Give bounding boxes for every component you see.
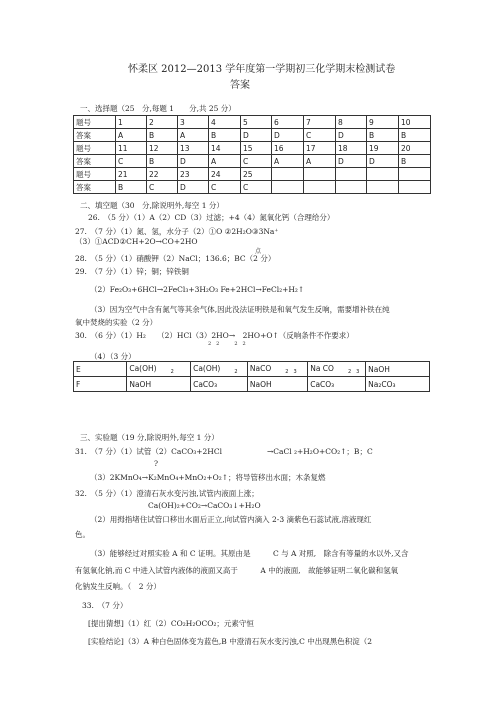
answer-cell bbox=[399, 181, 431, 194]
q30-part4: （4）（3 分） bbox=[90, 352, 136, 361]
q26-answer: 26. （5 分）（1）A（2）CD（3）过滤；+4（4）氮氧化钙（合理给分） bbox=[88, 213, 335, 222]
section1-heading: 一、选择题（25 分,每题 1 分,共 25 分） bbox=[80, 104, 236, 113]
substance-cell bbox=[191, 377, 248, 392]
substance-formula: NaOH bbox=[129, 379, 152, 389]
q32-answer-3-end: 化钠发生反响。（ 2 分） bbox=[75, 582, 161, 591]
answer-cell: B bbox=[147, 155, 178, 168]
answer-cell: 4 bbox=[209, 116, 241, 129]
q32-equation: Ca(OH)₂+CO₂→CaCO₃↓+H₂O bbox=[148, 501, 261, 510]
answer-cell: 1 bbox=[116, 116, 147, 129]
substance-formula: Na₂CO₃ bbox=[368, 379, 396, 389]
answer-cell: B bbox=[209, 129, 241, 142]
answer-cell: 2 bbox=[147, 116, 178, 129]
answer-cell: D bbox=[336, 129, 367, 142]
substance-formula: NaOH bbox=[249, 379, 272, 389]
answer-cell: 25 bbox=[241, 168, 272, 181]
row-header-cell: 题号 bbox=[74, 168, 116, 181]
substance-row bbox=[74, 377, 430, 392]
answer-cell: 3 bbox=[178, 116, 209, 129]
substance-cell bbox=[366, 377, 430, 392]
answer-cell bbox=[336, 181, 367, 194]
substance-cell bbox=[308, 377, 366, 392]
answer-cell: C bbox=[116, 155, 147, 168]
answer-cell bbox=[272, 181, 304, 194]
answer-cell: B bbox=[399, 129, 431, 142]
q33-hypothesis: [提出猜想]（1）红（2）CO₂H₂OCO₂；元素守恒 bbox=[88, 619, 254, 628]
answer-cell: 24 bbox=[209, 168, 241, 181]
answer-cell: A bbox=[304, 155, 336, 168]
q29-answer: 29. （7 分）（1）锌；铜；锌铁铜 bbox=[75, 267, 189, 276]
q32-answer-2: （2）用拇指堵住试管口移出水面后正立,向试管内滴入 2-3 滴紫色石蕊试液,溶液现红 bbox=[90, 515, 372, 524]
answer-cell: 17 bbox=[304, 142, 336, 155]
answer-cell: 9 bbox=[367, 116, 399, 129]
answer-cell: D bbox=[272, 129, 304, 142]
answer-grid-row bbox=[74, 181, 431, 194]
q28-answer: 28. （5 分）（1）硝酸钾（2）NaCl；136.6；BC（2 分） bbox=[75, 254, 276, 263]
answer-cell: D bbox=[336, 155, 367, 168]
q31-answer: 31. （7 分）（1）试管（2）CaCO₃+2HCl →CaCl ₂+H₂O+CO₂↑；B；C bbox=[75, 447, 373, 456]
answer-grid-row bbox=[74, 116, 431, 129]
exam-subtitle: 答案 bbox=[230, 80, 250, 91]
subscript-digits: 2 bbox=[170, 368, 174, 375]
q27-condition: 点 bbox=[255, 248, 262, 255]
substance-cell bbox=[247, 377, 307, 392]
answer-cell: D bbox=[367, 155, 399, 168]
answer-cell: 14 bbox=[209, 142, 241, 155]
answer-cell: 20 bbox=[399, 142, 431, 155]
answer-cell: C bbox=[241, 181, 272, 194]
substance-row bbox=[74, 362, 430, 377]
substance-label-cell bbox=[74, 377, 127, 392]
answer-cell: 21 bbox=[116, 168, 147, 181]
section2-heading: 二、填空题（30 分,除说明外,每空 1 分） bbox=[80, 201, 224, 210]
answer-grid-row bbox=[74, 155, 431, 168]
subscript-digits: 2 3 bbox=[347, 368, 360, 375]
answer-cell: A bbox=[272, 155, 304, 168]
substance-cell bbox=[191, 362, 248, 377]
substance-table bbox=[73, 361, 430, 392]
answer-cell: D bbox=[178, 181, 209, 194]
answer-cell bbox=[367, 168, 399, 181]
answer-grid-row bbox=[74, 129, 431, 142]
q33-answer: 33. （7 分） bbox=[82, 601, 128, 610]
substance-formula: F bbox=[76, 379, 81, 389]
answer-cell: 7 bbox=[304, 116, 336, 129]
answer-cell: C bbox=[304, 129, 336, 142]
q27-answer-3: （3）①ACD②CH+2O→CO+2HO bbox=[75, 237, 198, 246]
substance-cell bbox=[127, 377, 191, 392]
q29-answer-3: （3）因为空气中含有氮气等其余气体,因此没法证明铁是和氧气发生反响，需要增补铁在纯 bbox=[90, 305, 390, 314]
q31-answer-3: （3）2KMnO₄→K₂MnO₄+MnO₂+O₂↑；将导管移出水面；木条复燃 bbox=[90, 473, 326, 482]
answer-cell: B bbox=[147, 129, 178, 142]
answer-cell: B bbox=[367, 129, 399, 142]
answer-grid-row bbox=[74, 142, 431, 155]
answer-cell: 18 bbox=[336, 142, 367, 155]
subscript-digits: 2 3 bbox=[285, 368, 297, 375]
row-header-cell: 题号 bbox=[74, 116, 116, 129]
q27-answer: 27. （7 分）（1）氮、氢，水分子（2）①O ②2H₂O③3Na⁺ bbox=[75, 227, 279, 236]
answer-cell: 22 bbox=[147, 168, 178, 181]
answer-grid bbox=[73, 115, 431, 194]
answer-cell: 13 bbox=[178, 142, 209, 155]
q33-conclusion: [实验结论]（3）A 种白色固体变为蓝色,B 中澄清石灰水变污浊,C 中出现黑色积淀（2 bbox=[88, 637, 372, 646]
q30-answer: 30. （6 分）（1）H₂ （2）HCl（3）2HO→ 2HO+O↑（反响条件不作要求） bbox=[75, 331, 354, 340]
substance-cell bbox=[366, 362, 430, 377]
answer-cell: D bbox=[241, 129, 272, 142]
row-header-cell: 题号 bbox=[74, 142, 116, 155]
substance-label-cell bbox=[74, 362, 127, 377]
answer-grid-row bbox=[74, 168, 431, 181]
answer-cell: 11 bbox=[116, 142, 147, 155]
answer-cell: 10 bbox=[399, 116, 431, 129]
q29-answer-3-cont: 氧中焚烧的实验（2 分） bbox=[75, 318, 158, 327]
substance-formula: E bbox=[76, 364, 81, 374]
answer-cell: C bbox=[241, 155, 272, 168]
answer-cell: 16 bbox=[272, 142, 304, 155]
answer-cell: B bbox=[399, 155, 431, 168]
answer-cell bbox=[272, 168, 304, 181]
answer-cell: A bbox=[178, 129, 209, 142]
answer-cell bbox=[304, 168, 336, 181]
section3-heading: 三、实验题（19 分,除说明外,每空 1 分） bbox=[80, 433, 219, 442]
substance-cell bbox=[308, 362, 366, 377]
q32-answer: 32. （5 分）（1）澄清石灰水变污浊,试管内液面上涨； bbox=[75, 489, 259, 498]
answer-cell bbox=[336, 168, 367, 181]
row-header-cell: 答案 bbox=[74, 155, 116, 168]
row-header-cell: 答案 bbox=[74, 129, 116, 142]
answer-cell: C bbox=[147, 181, 178, 194]
substance-formula: Ca(OH) bbox=[193, 363, 221, 373]
substance-cell bbox=[247, 362, 307, 377]
q32-answer-3: （3）能够经过对照实验 A 和 C 证明。其原由是 C 与 A 对照, 除含有等量的水以外,又含 bbox=[90, 549, 409, 558]
substance-formula: CaCO₃ bbox=[193, 379, 218, 389]
answer-cell: A bbox=[209, 155, 241, 168]
answer-cell: 12 bbox=[147, 142, 178, 155]
q29-answer-2: （2）Fe₂O₃+6HCl→2FeCl₃+3H₂O₃ Fe+2HCl→FeCl₂+H₂↑ bbox=[90, 285, 305, 294]
subscript-digits: 2 bbox=[234, 368, 238, 375]
substance-formula: Na CO bbox=[310, 363, 334, 373]
exam-title: 怀柔区 2012—2013 学年度第一学期初三化学期末检测试卷 bbox=[128, 64, 396, 75]
substance-formula: CaCO₃ bbox=[310, 379, 335, 389]
answer-cell: 8 bbox=[336, 116, 367, 129]
answer-cell: C bbox=[209, 181, 241, 194]
substance-formula: NaOH bbox=[368, 364, 390, 374]
substance-cell bbox=[127, 362, 191, 377]
q30-subscripts: 2 2 2 2 bbox=[208, 341, 246, 347]
answer-cell: 23 bbox=[178, 168, 209, 181]
answer-cell: 19 bbox=[367, 142, 399, 155]
answer-cell: A bbox=[116, 129, 147, 142]
answer-cell: 15 bbox=[241, 142, 272, 155]
answer-cell bbox=[304, 181, 336, 194]
answer-cell bbox=[399, 168, 431, 181]
substance-formula: NaCO bbox=[249, 363, 272, 373]
answer-cell: 5 bbox=[241, 116, 272, 129]
answer-cell: D bbox=[178, 155, 209, 168]
answer-cell: B bbox=[116, 181, 147, 194]
q32-answer-2-cont: 色。 bbox=[75, 530, 90, 539]
substance-formula: Ca(OH) bbox=[129, 363, 157, 373]
q32-answer-3-cont: 有氢氧化钠,而 C 中进入试管内液体的液面又高于 A 中的液面, 故能够证明二氧化碳和氢氧 bbox=[75, 566, 399, 575]
q31-mark: ? bbox=[154, 459, 159, 468]
row-header-cell: 答案 bbox=[74, 181, 116, 194]
answer-cell: 6 bbox=[272, 116, 304, 129]
answer-cell bbox=[367, 181, 399, 194]
